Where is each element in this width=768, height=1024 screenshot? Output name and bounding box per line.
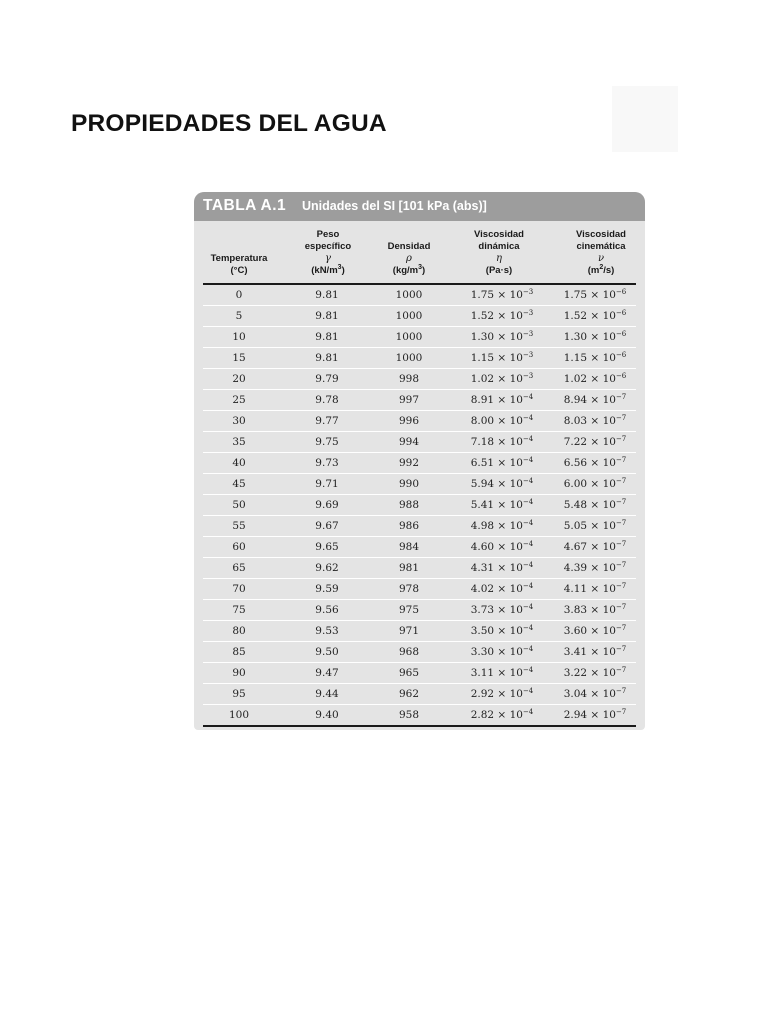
cell-density: 986 (398, 520, 420, 532)
cell-specific-weight: 9.77 (315, 415, 339, 427)
cell-temperature: 85 (232, 646, 246, 658)
cell-density: 1000 (395, 310, 423, 322)
cell-density: 968 (398, 646, 420, 658)
cell-dynamic-viscosity: $3.73 \times 10^{-4}$ (470, 603, 534, 616)
table-row (203, 600, 636, 621)
table-banner (194, 192, 645, 221)
cell-kinematic-viscosity: $2.94 \times 10^{-7}$ (563, 708, 627, 721)
cell-dynamic-viscosity: $1.02 \times 10^{-3}$ (470, 372, 534, 385)
table-row (203, 453, 636, 474)
header-temperature-label: Temperatura (210, 253, 268, 264)
cell-dynamic-viscosity: $3.30 \times 10^{-4}$ (470, 645, 534, 658)
cell-dynamic-viscosity: $1.30 \times 10^{-3}$ (470, 330, 534, 343)
cell-kinematic-viscosity: $4.67 \times 10^{-7}$ (563, 540, 627, 553)
cell-temperature: 80 (232, 625, 246, 637)
cell-density: 992 (398, 457, 420, 469)
cell-density: 994 (398, 436, 420, 448)
cell-kinematic-viscosity: $7.22 \times 10^{-7}$ (563, 435, 627, 448)
cell-specific-weight: 9.75 (315, 436, 339, 448)
cell-temperature: 60 (232, 541, 246, 553)
cell-temperature: 40 (232, 457, 246, 469)
table-row (203, 495, 636, 516)
table-row (203, 705, 636, 725)
table-description: Unidades del SI [101 kPa (abs)] (302, 199, 487, 213)
header-kinematic-viscosity-line2: cinemática (576, 241, 626, 252)
header-specific-weight-unit: $(kN/m^3)$ (311, 263, 345, 276)
cell-density: 965 (398, 667, 420, 679)
cell-kinematic-viscosity: $3.83 \times 10^{-7}$ (563, 603, 627, 616)
cell-specific-weight: 9.69 (315, 499, 339, 511)
cell-density: 981 (398, 562, 420, 574)
corner-shade (612, 86, 678, 152)
header-specific-weight (300, 229, 356, 277)
cell-density: 996 (398, 415, 420, 427)
cell-specific-weight: 9.79 (315, 373, 339, 385)
cell-dynamic-viscosity: $5.94 \times 10^{-4}$ (470, 477, 534, 490)
water-properties-table (194, 192, 645, 730)
cell-specific-weight: 9.81 (315, 352, 339, 364)
header-density-unit: $(kg/m^3)$ (392, 263, 426, 276)
cell-kinematic-viscosity: $3.41 \times 10^{-7}$ (563, 645, 627, 658)
header-specific-weight-line1: Peso (316, 229, 340, 240)
header-dynamic-viscosity-line2: dinámica (478, 241, 520, 252)
header-kinematic-viscosity-line1: Viscosidad (576, 229, 626, 240)
cell-dynamic-viscosity: $3.11 \times 10^{-4}$ (470, 666, 534, 679)
cell-dynamic-viscosity: $4.98 \times 10^{-4}$ (470, 519, 534, 532)
cell-temperature: 25 (232, 394, 246, 406)
cell-specific-weight: 9.67 (315, 520, 339, 532)
cell-dynamic-viscosity: $5.41 \times 10^{-4}$ (470, 498, 534, 511)
header-specific-weight-symbol: γ (325, 253, 331, 264)
header-temperature (203, 253, 275, 277)
cell-dynamic-viscosity: $4.31 \times 10^{-4}$ (470, 561, 534, 574)
cell-kinematic-viscosity: $3.04 \times 10^{-7}$ (563, 687, 627, 700)
cell-specific-weight: 9.81 (315, 331, 339, 343)
cell-density: 962 (398, 688, 420, 700)
cell-kinematic-viscosity: $3.60 \times 10^{-7}$ (563, 624, 627, 637)
header-density (380, 241, 438, 277)
cell-temperature: 20 (232, 373, 246, 385)
table-row (203, 579, 636, 600)
cell-dynamic-viscosity: $8.00 \times 10^{-4}$ (470, 414, 534, 427)
cell-specific-weight: 9.53 (315, 625, 339, 637)
table-code: TABLA A.1 (203, 197, 287, 214)
header-kinematic-viscosity-symbol: ν (597, 253, 605, 264)
cell-temperature: 5 (235, 310, 243, 322)
table-row (203, 306, 636, 327)
cell-kinematic-viscosity: $8.94 \times 10^{-7}$ (563, 393, 627, 406)
cell-dynamic-viscosity: $6.51 \times 10^{-4}$ (470, 456, 534, 469)
cell-dynamic-viscosity: $1.75 \times 10^{-3}$ (470, 288, 534, 301)
cell-specific-weight: 9.40 (315, 709, 339, 721)
cell-temperature: 100 (228, 709, 250, 721)
header-temperature-unit: (°C) (230, 265, 248, 276)
cell-specific-weight: 9.71 (315, 478, 339, 490)
table-body (203, 285, 636, 725)
cell-temperature: 35 (232, 436, 246, 448)
cell-density: 990 (398, 478, 420, 490)
cell-kinematic-viscosity: $4.11 \times 10^{-7}$ (563, 582, 627, 595)
cell-temperature: 50 (232, 499, 246, 511)
cell-kinematic-viscosity: $5.05 \times 10^{-7}$ (563, 519, 627, 532)
header-dynamic-viscosity-unit: (Pa·s) (485, 265, 513, 276)
header-density-symbol: ρ (406, 253, 412, 264)
header-specific-weight-line2: específico (304, 241, 352, 252)
cell-temperature: 55 (232, 520, 246, 532)
cell-kinematic-viscosity: $3.22 \times 10^{-7}$ (563, 666, 627, 679)
cell-temperature: 95 (232, 688, 246, 700)
table-row (203, 663, 636, 684)
cell-dynamic-viscosity: $1.15 \times 10^{-3}$ (470, 351, 534, 364)
cell-kinematic-viscosity: $1.02 \times 10^{-6}$ (563, 372, 627, 385)
cell-specific-weight: 9.78 (315, 394, 339, 406)
cell-temperature: 90 (232, 667, 246, 679)
cell-density: 971 (398, 625, 420, 637)
cell-kinematic-viscosity: $5.48 \times 10^{-7}$ (563, 498, 627, 511)
cell-density: 975 (398, 604, 420, 616)
table-row (203, 369, 636, 390)
header-density-label: Densidad (387, 241, 431, 252)
header-dynamic-viscosity-symbol: η (496, 253, 502, 264)
cell-dynamic-viscosity: $1.52 \times 10^{-3}$ (470, 309, 534, 322)
cell-density: 1000 (395, 331, 423, 343)
cell-dynamic-viscosity: $4.60 \times 10^{-4}$ (470, 540, 534, 553)
cell-density: 998 (398, 373, 420, 385)
cell-density: 1000 (395, 352, 423, 364)
table-row (203, 285, 636, 306)
cell-specific-weight: 9.56 (315, 604, 339, 616)
cell-dynamic-viscosity: $8.91 \times 10^{-4}$ (470, 393, 534, 406)
cell-dynamic-viscosity: $2.82 \times 10^{-4}$ (470, 708, 534, 721)
bottom-rule (203, 725, 636, 727)
cell-dynamic-viscosity: $4.02 \times 10^{-4}$ (470, 582, 534, 595)
cell-temperature: 30 (232, 415, 246, 427)
cell-dynamic-viscosity: $3.50 \times 10^{-4}$ (470, 624, 534, 637)
table-row (203, 432, 636, 453)
cell-kinematic-viscosity: $1.52 \times 10^{-6}$ (563, 309, 627, 322)
page-title: PROPIEDADES DEL AGUA (71, 110, 387, 137)
cell-specific-weight: 9.73 (315, 457, 339, 469)
table-row (203, 390, 636, 411)
cell-temperature: 15 (232, 352, 246, 364)
cell-kinematic-viscosity: $6.00 \times 10^{-7}$ (563, 477, 627, 490)
cell-kinematic-viscosity: $1.75 \times 10^{-6}$ (563, 288, 627, 301)
cell-specific-weight: 9.65 (315, 541, 339, 553)
cell-specific-weight: 9.62 (315, 562, 339, 574)
table-row (203, 411, 636, 432)
cell-specific-weight: 9.59 (315, 583, 339, 595)
header-kinematic-viscosity-unit: $(m^2/s)$ (587, 263, 615, 276)
cell-kinematic-viscosity: $6.56 \times 10^{-7}$ (563, 456, 627, 469)
cell-density: 997 (398, 394, 420, 406)
cell-dynamic-viscosity: $7.18 \times 10^{-4}$ (470, 435, 534, 448)
cell-specific-weight: 9.50 (315, 646, 339, 658)
table-row (203, 348, 636, 369)
cell-density: 984 (398, 541, 420, 553)
table-row (203, 327, 636, 348)
cell-specific-weight: 9.81 (315, 310, 339, 322)
cell-specific-weight: 9.81 (315, 289, 339, 301)
cell-kinematic-viscosity: $1.30 \times 10^{-6}$ (563, 330, 627, 343)
cell-temperature: 10 (232, 331, 246, 343)
cell-temperature: 70 (232, 583, 246, 595)
table-row (203, 621, 636, 642)
cell-kinematic-viscosity: $4.39 \times 10^{-7}$ (563, 561, 627, 574)
header-kinematic-viscosity (562, 229, 640, 277)
table-row (203, 642, 636, 663)
cell-density: 988 (398, 499, 420, 511)
cell-specific-weight: 9.47 (315, 667, 339, 679)
cell-temperature: 45 (232, 478, 246, 490)
cell-temperature: 65 (232, 562, 246, 574)
table-row (203, 558, 636, 579)
table-row (203, 474, 636, 495)
cell-specific-weight: 9.44 (315, 688, 339, 700)
table-row (203, 537, 636, 558)
cell-temperature: 75 (232, 604, 246, 616)
cell-kinematic-viscosity: $1.15 \times 10^{-6}$ (563, 351, 627, 364)
cell-temperature: 0 (235, 289, 243, 301)
cell-kinematic-viscosity: $8.03 \times 10^{-7}$ (563, 414, 627, 427)
header-dynamic-viscosity (462, 229, 536, 277)
cell-density: 1000 (395, 289, 423, 301)
header-dynamic-viscosity-line1: Viscosidad (474, 229, 524, 240)
cell-density: 958 (398, 709, 420, 721)
table-row (203, 684, 636, 705)
cell-dynamic-viscosity: $2.92 \times 10^{-4}$ (470, 687, 534, 700)
table-row (203, 516, 636, 537)
cell-density: 978 (398, 583, 420, 595)
